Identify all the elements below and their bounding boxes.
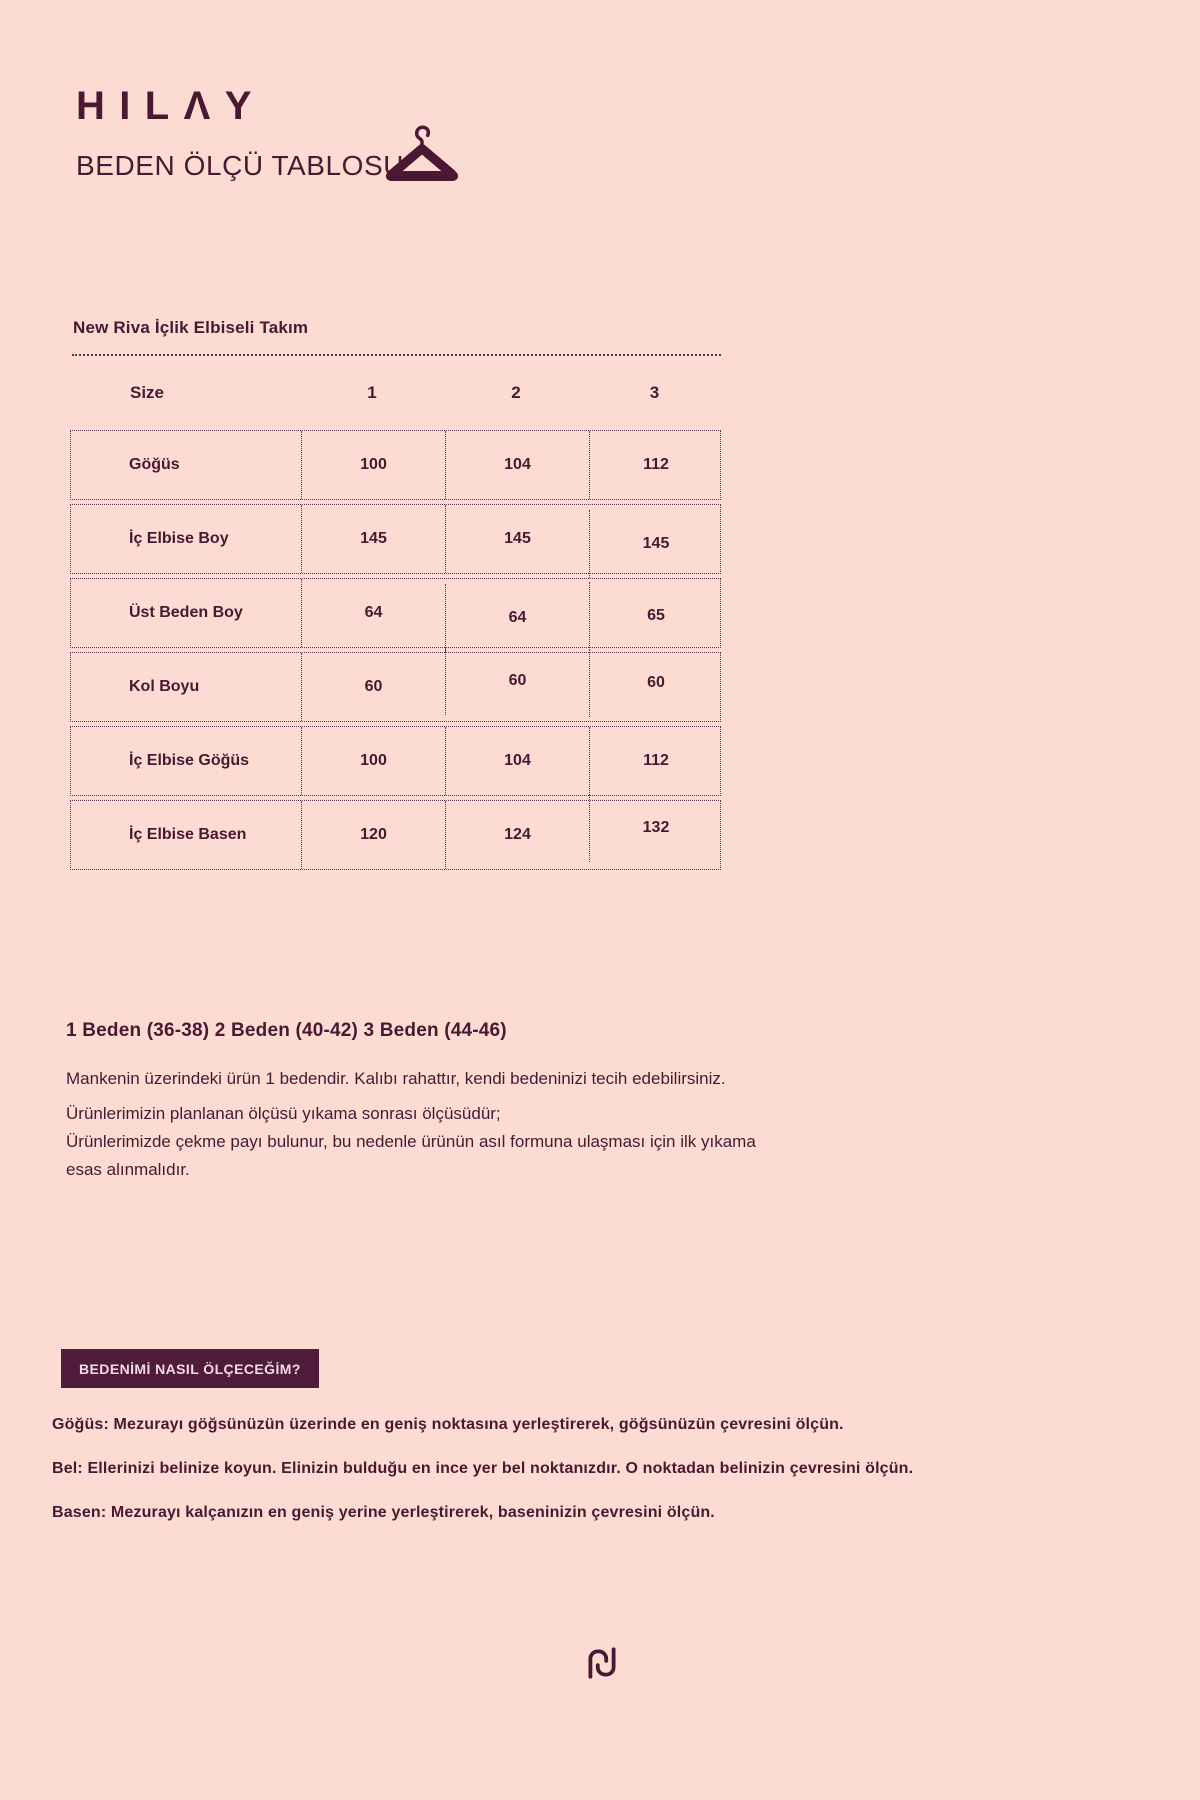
row-value: 60 — [589, 649, 722, 717]
hanger-icon — [384, 122, 460, 197]
row-value: 124 — [445, 801, 589, 869]
size-legend: 1 Beden (36-38) 2 Beden (40-42) 3 Beden (44-46) — [66, 1020, 507, 1041]
table-row — [70, 430, 721, 500]
row-value: 60 — [445, 647, 589, 715]
table-row — [70, 504, 721, 574]
instruction-basen: Basen: Mezurayı kalçanızın en geniş yerine yerleştirerek, baseninizin çevresini ölçün. — [52, 1504, 715, 1521]
row-label: Üst Beden Boy — [129, 604, 243, 621]
row-value: 100 — [301, 431, 445, 499]
row-value: 104 — [445, 727, 589, 795]
wash-note-line: Ürünlerimizin planlanan ölçüsü yıkama sonrası ölçüsüdür; — [66, 1104, 501, 1123]
row-value: 60 — [301, 653, 445, 721]
row-value: 112 — [589, 727, 722, 795]
row-label: Göğüs — [129, 456, 180, 473]
row-value: 145 — [301, 505, 445, 573]
row-label: İç Elbise Göğüs — [129, 752, 250, 769]
brand-logo: HILΛY — [76, 84, 266, 128]
row-value: 64 — [445, 584, 589, 652]
row-value: 64 — [301, 579, 445, 647]
wash-note-line: Ürünlerimizde çekme payı bulunur, bu nedenle ürünün asıl formuna ulaşması için ilk yıkama — [66, 1132, 756, 1151]
instruction-gogus: Göğüs: Mezurayı göğsünüzün üzerinde en geniş noktasına yerleştirerek, göğsünüzün çevresini ölçün. — [52, 1416, 844, 1433]
wash-note-line: esas alınmalıdır. — [66, 1160, 190, 1179]
row-value: 145 — [445, 505, 589, 573]
size-table-header — [70, 372, 721, 414]
row-value: 65 — [589, 582, 722, 650]
header-size-2: 2 — [511, 383, 521, 402]
model-note: Mankenin üzerindeki ürün 1 bedendir. Kalıbı rahattır, kendi bedeninizi tecih edebilirsiniz. — [66, 1069, 726, 1088]
wash-note — [66, 1100, 756, 1184]
row-value: 120 — [301, 801, 445, 869]
row-value: 112 — [589, 431, 722, 499]
row-value: 145 — [589, 510, 722, 578]
row-value: 100 — [301, 727, 445, 795]
title-separator — [72, 354, 721, 356]
page-title: BEDEN ÖLÇÜ TABLOSU — [76, 150, 405, 181]
row-value: 104 — [445, 431, 589, 499]
how-to-measure-button[interactable]: BEDENİMİ NASIL ÖLÇECEĞİM? — [61, 1349, 319, 1388]
row-label: İç Elbise Boy — [129, 530, 229, 547]
product-name: New Riva İçlik Elbiseli Takım — [73, 318, 309, 337]
table-row — [70, 578, 721, 648]
table-row — [70, 726, 721, 796]
row-label: Kol Boyu — [129, 678, 200, 695]
brand-monogram-icon — [583, 1645, 621, 1686]
row-label: İç Elbise Basen — [129, 826, 247, 843]
measure-instructions — [52, 1416, 913, 1548]
size-table — [70, 430, 721, 874]
table-row — [70, 652, 721, 722]
header-size-1: 1 — [367, 383, 377, 402]
instruction-bel: Bel: Ellerinizi belinize koyun. Elinizin bulduğu en ince yer bel noktanızdır. O noktadan belinizin çevresini ölçün. — [52, 1460, 914, 1477]
header-size-label: Size — [130, 383, 165, 402]
row-value: 132 — [589, 794, 722, 862]
table-row — [70, 800, 721, 870]
header-size-3: 3 — [649, 383, 660, 402]
